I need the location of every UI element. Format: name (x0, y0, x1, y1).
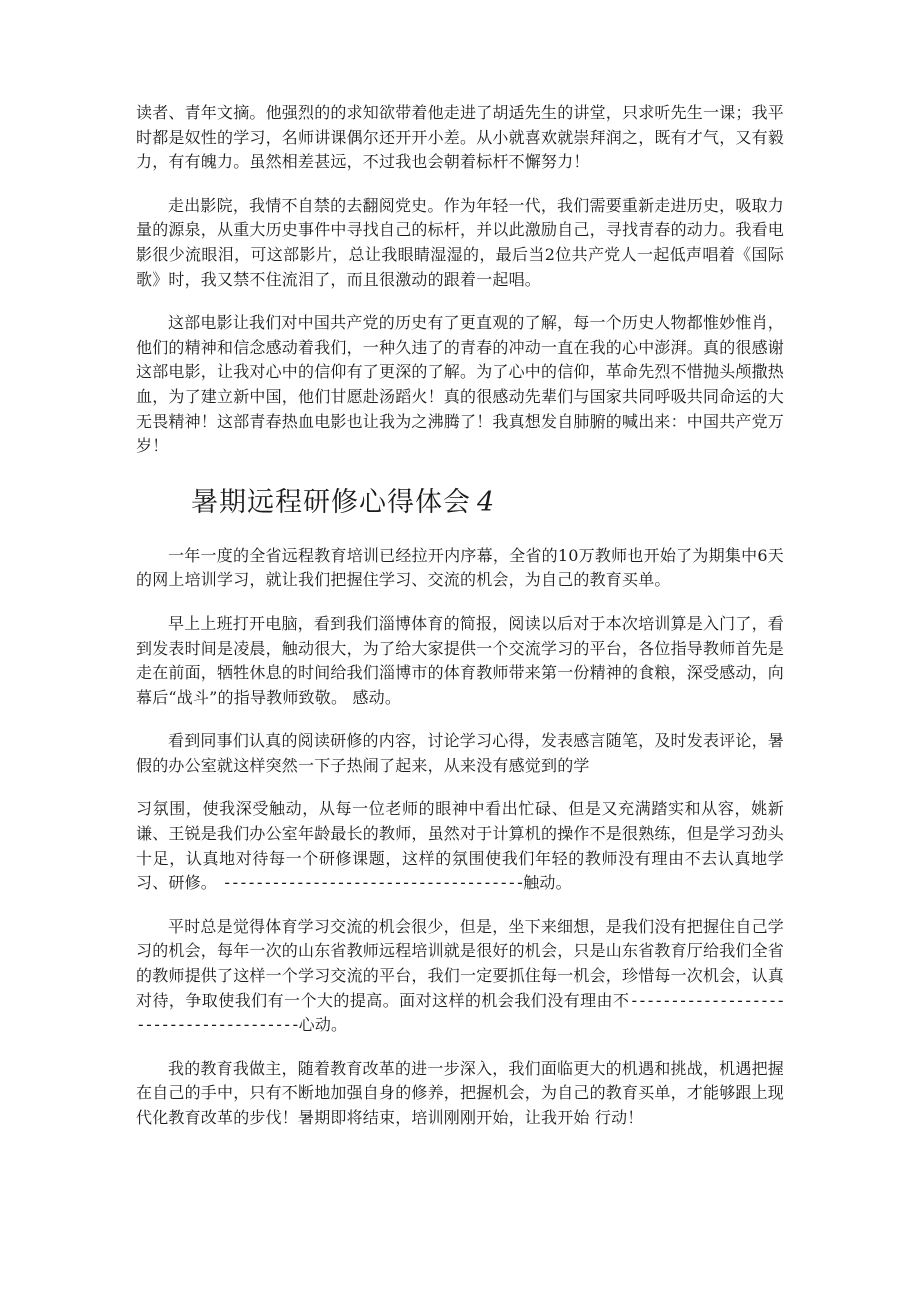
section-title (136, 486, 784, 520)
exchange-opportunity-text: 平时总是觉得体育学习交流的机会很少，但是，坐下来细想，是我们没有把握住自己学习的机会，每年一次的山东省教师远程培训就是很好的机会，只是山东省教育厅给我们全省的教师提供了这样一个学习交流的平台，我们一定要抓住每一机会，珍惜每一次机会，认真对待，争取使我们有一个大的提高。面对这样的机会我们没有理由不 (136, 916, 785, 1010)
paragraph-study-atmosphere (136, 797, 784, 895)
study-atmosphere-end: 触动。 (523, 873, 572, 893)
paragraph-exchange-opportunity (136, 915, 784, 1038)
paragraph-reading-models: 读者、青年文摘。他强烈的的求知欲带着他走进了胡适先生的讲堂，只求听先生一课；我平时都是奴性的学习，名师讲课偶尔还开开小差。从小就喜欢就崇拜润之，既有才气，又有毅力，有有魄力。虽然相差甚远，不过我也会朝着标杆不懈努力！ (136, 103, 785, 172)
section-title-number: 4 (477, 486, 496, 518)
paragraph-morning-briefing: 早上上班打开电脑，看到我们淄博体育的简报，阅读以后对于本次培训算是入门了，看到发表时间是凌晨，触动很大，为了给大家提供一个交流学习的平台，各位指导教师首先是走在前面，牺牲休息的时间给我们淄博市的体育教师带来第一份精神的食粮，深受感动，向幕后“战斗”的指导教师致敬。 感动。 (136, 613, 785, 707)
paragraph-party-history: 走出影院，我情不自禁的去翻阅党史。作为年轻一代，我们需要重新走进历史，吸取力量的源泉，从重大历史事件中寻找自己的标杆，并以此激励自己，寻找青春的动力。我看电影很少流眼泪，可这部影片，总让我眼睛湿湿的，最后当2位共产党人一起低声唱着《国际歌》时，我又禁不住流泪了，而且很激动的跟着一起唱。 (136, 195, 785, 289)
paragraph-training-start: 一年一度的全省远程教育培训已经拉开内序幕，全省的10万教师也开始了为期集中6天的网上培训学习，就让我们把握住学习、交流的机会，为自己的教育买单。 (136, 545, 784, 590)
dash-separator: ------------------------------------- (222, 873, 524, 893)
paragraph-my-education: 我的教育我做主，随着教育改革的进一步深入，我们面临更大的机遇和挑战，机遇把握在自己的手中，只有不断地加强自身的修养，把握机会，为自己的教育买单，才能够跟上现代化教育改革的步伐！暑期即将结束，培训刚刚开始，让我开始 行动！ (136, 1058, 785, 1127)
section-title-text: 暑期远程研修心得体会 (191, 486, 471, 518)
document-page (136, 101, 784, 1131)
paragraph-colleagues-studying: 看到同事们认真的阅读研修的内容，讨论学习心得，发表感言随笔，及时发表评论，暑假的办公室就这样突然一下子热闹了起来，从来没有感觉到的学 (136, 731, 784, 775)
study-atmosphere-text: 习氛围，使我深受触动，从每一位老师的眼神中看出忙碌、但是又充满踏实和从容，姚新谦、王锐是我们办公室年龄最长的教师，虽然对于计算机的操作不是很熟练，但是学习劲头十足，认真地对待每一个研修课题，这样的氛围使我们年轻的教师没有理由不去认真地学习、研修。 (136, 799, 785, 893)
exchange-opportunity-end: 心动。 (298, 1015, 348, 1035)
paragraph-movie-reflection: 这部电影让我们对中国共产党的历史有了更直观的了解，每一个历史人物都惟妙惟肖，他们的精神和信念感动着我们，一种久违了的青春的冲动一直在我的心中澎湃。真的很感谢这部电影，让我对心中的信仰有了更深的了解。为了心中的信仰，革命先烈不惜抛头颅撒热血，为了建立新中国，他们甘愿赴汤蹈火！真的很感动先辈们与国家共同呼吸共同命运的大无畏精神！这部青春热血电影也让我为之沸腾了！我真想发自肺腑的喊出来：中国共产党万岁！ (136, 313, 785, 456)
dash-separator: --------------------------------------- (136, 990, 784, 1035)
